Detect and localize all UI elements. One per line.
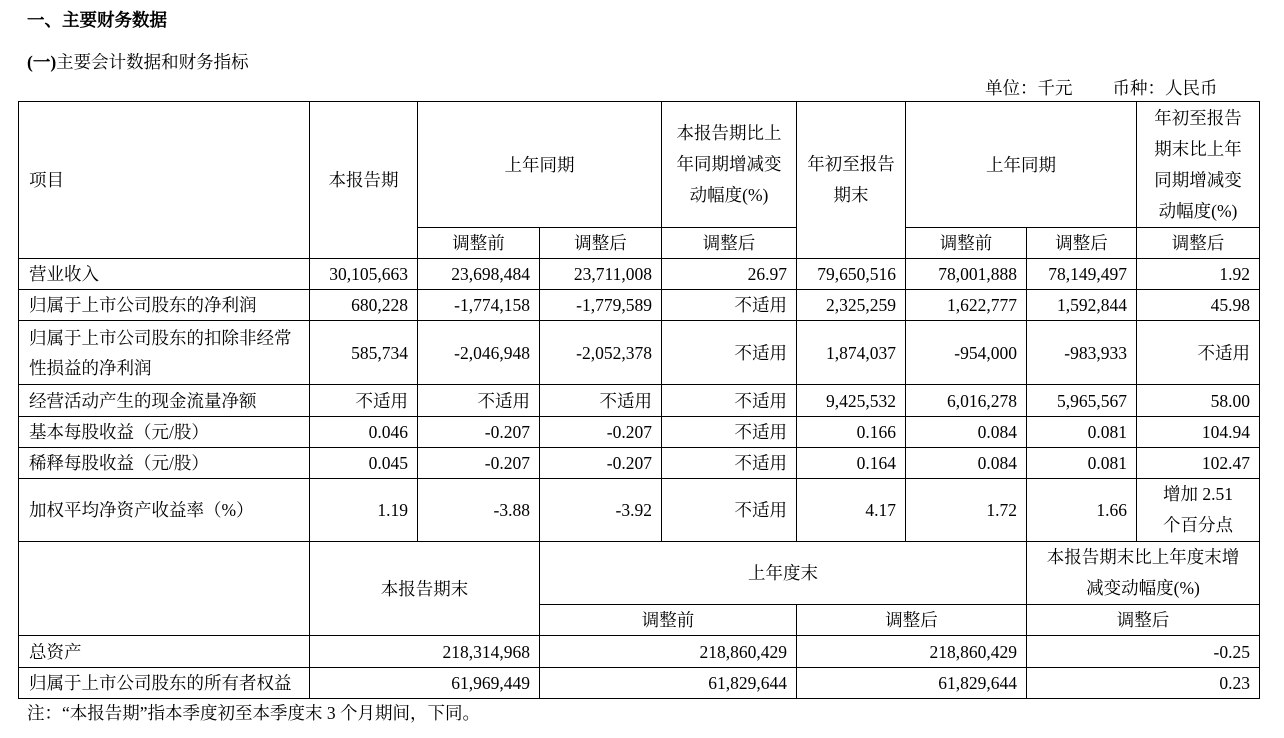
table-row — [19, 636, 1260, 668]
current-period-value: 0.045 — [310, 448, 418, 479]
header-current-change-label: 本报告期比上年同期增减变动幅度(%) — [676, 123, 782, 205]
header-ytd — [797, 102, 906, 259]
table-row — [19, 290, 1260, 321]
prior-ytd-before-adjustment-value: 1.72 — [906, 479, 1027, 542]
ytd-value: 1,874,037 — [797, 321, 906, 385]
prior-ytd-after-adjustment-value: 0.081 — [1027, 417, 1137, 448]
subheader-prior-before-adjustment: 调整前 — [418, 228, 540, 259]
financial-data-table — [18, 101, 1260, 699]
ytd-value: 79,650,516 — [797, 259, 906, 290]
prior-ytd-after-adjustment-value: 0.081 — [1027, 448, 1137, 479]
footnote: 注：“本报告期”指本季度初至本季度末 3 个月期间，下同。 — [27, 703, 481, 723]
prior-period-after-adjustment-value: -0.207 — [540, 448, 662, 479]
row-label-cell — [19, 290, 310, 321]
header-prior-same-period-ytd: 上年同期 — [906, 102, 1137, 228]
prior-period-after-adjustment-value: -1,779,589 — [540, 290, 662, 321]
unit-line — [985, 76, 1218, 100]
header-current-period: 本报告期 — [310, 102, 418, 259]
prior-ytd-before-adjustment-value: 0.084 — [906, 417, 1027, 448]
prior-year-end-after-adjustment-value: 218,860,429 — [797, 636, 1027, 668]
subheader-prior-year-end-after-adjustment: 调整后 — [797, 605, 1027, 636]
table-row — [19, 448, 1260, 479]
header-ytd-change — [1137, 102, 1260, 228]
current-change-pct-value: 不适用 — [662, 417, 797, 448]
prior-period-after-adjustment-value: 23,711,008 — [540, 259, 662, 290]
ytd-value: 2,325,259 — [797, 290, 906, 321]
table-row — [19, 417, 1260, 448]
table-row — [19, 385, 1260, 417]
current-period-value: 0.046 — [310, 417, 418, 448]
current-period-value: 585,734 — [310, 321, 418, 385]
section-title: 一、主要财务数据 — [27, 10, 167, 30]
row-label: 总资产 — [29, 641, 82, 662]
period-end-value: 218,314,968 — [310, 636, 540, 668]
prior-ytd-before-adjustment-value: 1,622,777 — [906, 290, 1027, 321]
row-label-cell — [19, 385, 310, 417]
row-label: 稀释每股收益（元/股） — [29, 453, 209, 473]
prior-ytd-after-adjustment-value: -983,933 — [1027, 321, 1137, 385]
row-label-cell — [19, 668, 310, 699]
header-ytd-label: 年初至报告期末 — [807, 154, 895, 205]
currency-label: 币种：人民币 — [1112, 78, 1218, 98]
current-change-pct-value: 不适用 — [662, 448, 797, 479]
row-label-cell — [19, 479, 310, 542]
subheader-ytd-change-after-adjustment: 调整后 — [1137, 228, 1260, 259]
current-change-pct-value: 26.97 — [662, 259, 797, 290]
row-label: 归属于上市公司股东的扣除非经常性损益的净利润 — [29, 327, 292, 378]
prior-ytd-before-adjustment-value: 6,016,278 — [906, 385, 1027, 417]
current-period-value: 680,228 — [310, 290, 418, 321]
table-row — [19, 321, 1260, 385]
prior-year-end-after-adjustment-value: 61,829,644 — [797, 668, 1027, 699]
row-label: 加权平均净资产收益率（%） — [29, 500, 254, 520]
row-label: 归属于上市公司股东的所有者权益 — [29, 673, 292, 693]
prior-year-end-before-adjustment-value: 218,860,429 — [540, 636, 797, 668]
prior-year-end-before-adjustment-value: 61,829,644 — [540, 668, 797, 699]
prior-period-before-adjustment-value: -1,774,158 — [418, 290, 540, 321]
header-prior-year-end: 上年度末 — [540, 542, 1027, 605]
subsection-number: (一) — [27, 52, 57, 72]
period-end-value: 61,969,449 — [310, 668, 540, 699]
table-row — [19, 479, 1260, 542]
row-label-cell — [19, 259, 310, 290]
table-row — [19, 668, 1260, 699]
prior-period-before-adjustment-value: 不适用 — [418, 385, 540, 417]
header-period-end-change-label: 本报告期末比上年度末增减变动幅度(%) — [1046, 547, 1240, 598]
current-period-value: 1.19 — [310, 479, 418, 542]
prior-ytd-before-adjustment-value: 78,001,888 — [906, 259, 1027, 290]
header-period-end-change — [1027, 542, 1260, 605]
prior-ytd-before-adjustment-value: -954,000 — [906, 321, 1027, 385]
header-ytd-change-label: 年初至报告期末比上年同期增减变动幅度(%) — [1154, 107, 1242, 221]
header-blank-cell — [19, 542, 310, 636]
subheader-prior-ytd-before-adjustment: 调整前 — [906, 228, 1027, 259]
period-end-change-pct-value: -0.25 — [1027, 636, 1260, 668]
header-current-change — [662, 102, 797, 228]
subheader-prior-ytd-after-adjustment: 调整后 — [1027, 228, 1137, 259]
row-label: 基本每股收益（元/股） — [29, 422, 209, 442]
prior-ytd-after-adjustment-value: 78,149,497 — [1027, 259, 1137, 290]
ytd-change-pct-value: 不适用 — [1137, 321, 1260, 385]
row-label-cell — [19, 417, 310, 448]
subsection-title: 主要会计数据和财务指标 — [56, 52, 249, 72]
ytd-value: 0.164 — [797, 448, 906, 479]
current-change-pct-value: 不适用 — [662, 385, 797, 417]
ytd-change-pct-value: 1.92 — [1137, 259, 1260, 290]
prior-period-after-adjustment-value: 不适用 — [540, 385, 662, 417]
ytd-change-pct-value: 58.00 — [1137, 385, 1260, 417]
row-label: 归属于上市公司股东的净利润 — [29, 295, 257, 315]
prior-ytd-before-adjustment-value: 0.084 — [906, 448, 1027, 479]
row-label: 经营活动产生的现金流量净额 — [29, 390, 257, 411]
header-item: 项目 — [19, 102, 310, 259]
period-end-change-pct-value: 0.23 — [1027, 668, 1260, 699]
ytd-change-pct-text: 增加 2.51 个百分点 — [1163, 484, 1233, 535]
ytd-value: 9,425,532 — [797, 385, 906, 417]
ytd-change-pct-value — [1137, 479, 1260, 542]
prior-ytd-after-adjustment-value: 1,592,844 — [1027, 290, 1137, 321]
subheader-prior-year-end-before-adjustment: 调整前 — [540, 605, 797, 636]
ytd-change-pct-value: 104.94 — [1137, 417, 1260, 448]
row-label-cell — [19, 448, 310, 479]
prior-period-before-adjustment-value: -0.207 — [418, 448, 540, 479]
current-period-value: 不适用 — [310, 385, 418, 417]
ytd-value: 0.166 — [797, 417, 906, 448]
current-period-value: 30,105,663 — [310, 259, 418, 290]
row-label-cell — [19, 636, 310, 668]
prior-period-after-adjustment-value: -3.92 — [540, 479, 662, 542]
current-change-pct-value: 不适用 — [662, 479, 797, 542]
row-label-cell — [19, 321, 310, 385]
current-change-pct-value: 不适用 — [662, 321, 797, 385]
prior-ytd-after-adjustment-value: 5,965,567 — [1027, 385, 1137, 417]
ytd-change-pct-value: 102.47 — [1137, 448, 1260, 479]
current-change-pct-value: 不适用 — [662, 290, 797, 321]
subheader-prior-after-adjustment: 调整后 — [540, 228, 662, 259]
prior-period-before-adjustment-value: -3.88 — [418, 479, 540, 542]
prior-period-after-adjustment-value: -0.207 — [540, 417, 662, 448]
unit-label: 单位：千元 — [985, 78, 1073, 98]
subheader-change-after-adjustment: 调整后 — [1027, 605, 1260, 636]
prior-ytd-after-adjustment-value: 1.66 — [1027, 479, 1137, 542]
ytd-value: 4.17 — [797, 479, 906, 542]
subsection-heading — [27, 50, 249, 74]
prior-period-after-adjustment-value: -2,052,378 — [540, 321, 662, 385]
prior-period-before-adjustment-value: -2,046,948 — [418, 321, 540, 385]
row-label: 营业收入 — [29, 264, 99, 284]
table-row — [19, 259, 1260, 290]
header-row — [19, 542, 1260, 605]
header-period-end: 本报告期末 — [310, 542, 540, 636]
header-prior-same-period: 上年同期 — [418, 102, 662, 228]
prior-period-before-adjustment-value: -0.207 — [418, 417, 540, 448]
header-row — [19, 102, 1260, 228]
ytd-change-pct-value: 45.98 — [1137, 290, 1260, 321]
prior-period-before-adjustment-value: 23,698,484 — [418, 259, 540, 290]
subheader-current-change-after-adjustment: 调整后 — [662, 228, 797, 259]
